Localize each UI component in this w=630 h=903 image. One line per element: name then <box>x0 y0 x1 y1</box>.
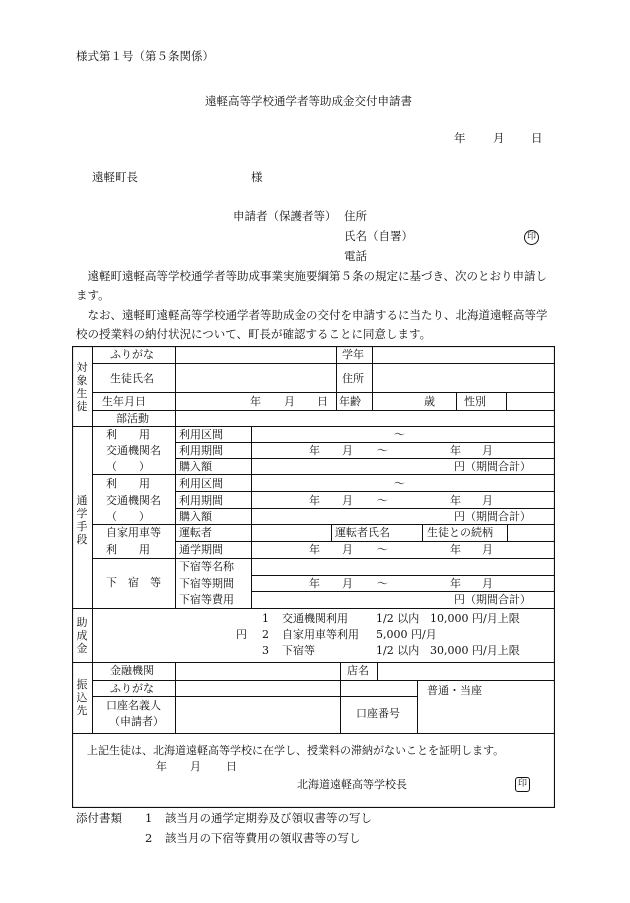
attachment-2-no: 2 <box>145 831 153 845</box>
commute-period-y1: 年 <box>309 543 320 556</box>
subsidy-rule-2-rate: 5,000 円/月 <box>376 628 437 641</box>
applicant-name-label: 氏名（自署） <box>344 229 413 243</box>
transit2-amount-total: 円（期間合計） <box>454 510 531 523</box>
applicant-phone-label: 電話 <box>344 249 367 263</box>
birthdate-label: 生年月日 <box>102 395 146 408</box>
furigana-label: ふりがな <box>110 348 154 361</box>
addressee: 遠軽町長 <box>92 170 138 184</box>
transit2-period-wave: ～ <box>377 494 388 507</box>
relation-label: 生徒との続柄 <box>427 526 493 539</box>
transit2-label-b: 交通機関名 <box>106 494 161 507</box>
date-year-label: 年 <box>454 131 466 145</box>
lodging-cost-total: 円（期間合計） <box>454 593 531 606</box>
attachment-1-text: 該当月の通学定期券及び領収書等の写し <box>165 811 372 825</box>
lodging-name-label: 下宿等名称 <box>179 560 234 573</box>
transit1-period-wave: ～ <box>377 444 388 457</box>
subsidy-rule-1-rate: 1/2 以内 <box>376 612 420 625</box>
student-address-label: 住所 <box>342 372 364 385</box>
transit1-route-label: 利用区間 <box>179 428 223 441</box>
subsidy-rule-3-label: 下宿等 <box>282 644 315 657</box>
transit1-period-m1: 月 <box>342 444 353 457</box>
gender-label: 性別 <box>464 395 486 408</box>
section-label-transfer: 振込先 <box>76 678 88 717</box>
commute-period-m1: 月 <box>342 543 353 556</box>
certificate-text: 上記生徒は、北海道遠軽高等学校に在学し、授業料の滞納がないことを証明します。 <box>87 744 505 757</box>
account-holder-label: 口座名義人 <box>106 699 161 712</box>
transit1-route-wave: ～ <box>394 428 405 441</box>
lodging-period-m1: 月 <box>342 577 353 590</box>
transit1-period-y2: 年 <box>450 444 461 457</box>
certificate-month: 月 <box>190 760 201 773</box>
transit1-period-label: 利用期間 <box>179 444 223 457</box>
subsidy-rule-2-label: 自家用車等利用 <box>282 628 359 641</box>
club-label: 部活動 <box>116 412 149 425</box>
subsidy-rule-1-no: 1 <box>262 612 269 625</box>
transit1-amount-label: 購入額 <box>179 460 212 473</box>
subsidy-rule-3-no: 3 <box>262 644 269 657</box>
transit2-period-m2: 月 <box>482 494 493 507</box>
section-label-commute: 通学手段 <box>76 494 88 546</box>
transit2-period-y1: 年 <box>309 494 320 507</box>
applicant-seal: 印 <box>524 230 539 245</box>
transit2-label-c: （ ） <box>106 510 150 523</box>
subsidy-rule-2-no: 2 <box>262 628 269 641</box>
lodging-period-label: 下宿等期間 <box>179 577 234 590</box>
commute-period-y2: 年 <box>450 543 461 556</box>
bank-label: 金融機関 <box>110 664 154 677</box>
subsidy-yen: 円 <box>236 628 247 641</box>
transfer-furigana-label: ふりがな <box>110 682 154 695</box>
transit2-period-y2: 年 <box>450 494 461 507</box>
commute-period-label: 通学期間 <box>179 543 223 556</box>
transit1-amount-total: 円（期間合計） <box>454 460 531 473</box>
certificate-day: 日 <box>226 760 237 773</box>
transit2-amount-label: 購入額 <box>179 510 212 523</box>
attachments-label: 添付書類 <box>76 811 122 825</box>
birth-day: 日 <box>317 395 328 408</box>
attachment-2-text: 該当月の下宿等費用の領収書等の写し <box>165 831 361 845</box>
lodging-cost-label: 下宿等費用 <box>179 593 234 606</box>
grade-label: 学年 <box>342 348 364 361</box>
birth-month: 月 <box>284 395 295 408</box>
commute-period-m2: 月 <box>482 543 493 556</box>
lodging-period-y2: 年 <box>450 577 461 590</box>
transit2-label-a: 利 用 <box>106 477 150 490</box>
addressee-honorific: 様 <box>251 170 263 184</box>
applicant-label: 申請者（保護者等） <box>233 209 337 223</box>
paragraph-1: 遠軽町遠軽高等学校通学者等助成事業実施要綱第５条の規定に基づき、次のとおり申請します。 <box>76 269 548 302</box>
date-month-label: 月 <box>493 131 505 145</box>
subsidy-rule-3-limit: 30,000 円/月上限 <box>430 644 520 657</box>
lodging-label: 下 宿 等 <box>106 576 161 589</box>
driver-name-label: 運転者氏名 <box>335 526 390 539</box>
birth-year: 年 <box>250 395 261 408</box>
lodging-period-m2: 月 <box>482 577 493 590</box>
lodging-period-y1: 年 <box>309 577 320 590</box>
transit1-label-a: 利 用 <box>106 428 150 441</box>
principal-seal: 印 <box>515 777 530 792</box>
transit2-route-wave: ～ <box>394 477 405 490</box>
principal-name: 北海道遠軽高等学校長 <box>297 778 407 791</box>
paragraph-2: なお、遠軽町遠軽高等学校通学者等助成金の交付を申請するに当たり、北海道遠軽高等学校の授業料の納付状況について、町長が確認することに同意します。 <box>76 308 548 341</box>
car-label-b: 利 用 <box>106 543 150 556</box>
branch-label: 店名 <box>347 664 369 677</box>
subsidy-rule-1-label: 交通機関利用 <box>282 612 348 625</box>
subsidy-rule-1-limit: 10,000 円/月上限 <box>430 612 520 625</box>
lodging-period-wave: ～ <box>377 577 388 590</box>
transit1-label-b: 交通機関名 <box>106 444 161 457</box>
page-title: 遠軽高等学校通学者等助成金交付申請書 <box>205 94 412 108</box>
transit2-route-label: 利用区間 <box>179 477 223 490</box>
account-type: 普通・当座 <box>427 684 482 697</box>
driver-label: 運転者 <box>179 526 212 539</box>
form-number: 様式第１号（第５条関係） <box>76 49 214 63</box>
transit1-period-y1: 年 <box>309 444 320 457</box>
applicant-address-label: 住所 <box>344 209 367 223</box>
section-label-subsidy: 助成金 <box>76 616 88 655</box>
transit1-label-c: （ ） <box>106 460 150 473</box>
car-label-a: 自家用車等 <box>106 526 161 539</box>
certificate-year: 年 <box>156 760 167 773</box>
commute-period-wave: ～ <box>377 543 388 556</box>
section-label-student: 対象生徒 <box>76 361 88 413</box>
attachment-1-no: 1 <box>145 811 153 825</box>
application-form-table <box>72 346 555 808</box>
subsidy-rule-3-rate: 1/2 以内 <box>376 644 420 657</box>
age-label: 年齢 <box>339 395 361 408</box>
date-day-label: 日 <box>531 131 543 145</box>
age-unit: 歳 <box>424 395 435 408</box>
transit2-period-m1: 月 <box>342 494 353 507</box>
transit1-period-m2: 月 <box>482 444 493 457</box>
account-no-label: 口座番号 <box>356 707 400 720</box>
transit2-period-label: 利用期間 <box>179 494 223 507</box>
account-holder-sub: （申請者） <box>109 715 164 728</box>
student-name-label: 生徒氏名 <box>110 372 154 385</box>
